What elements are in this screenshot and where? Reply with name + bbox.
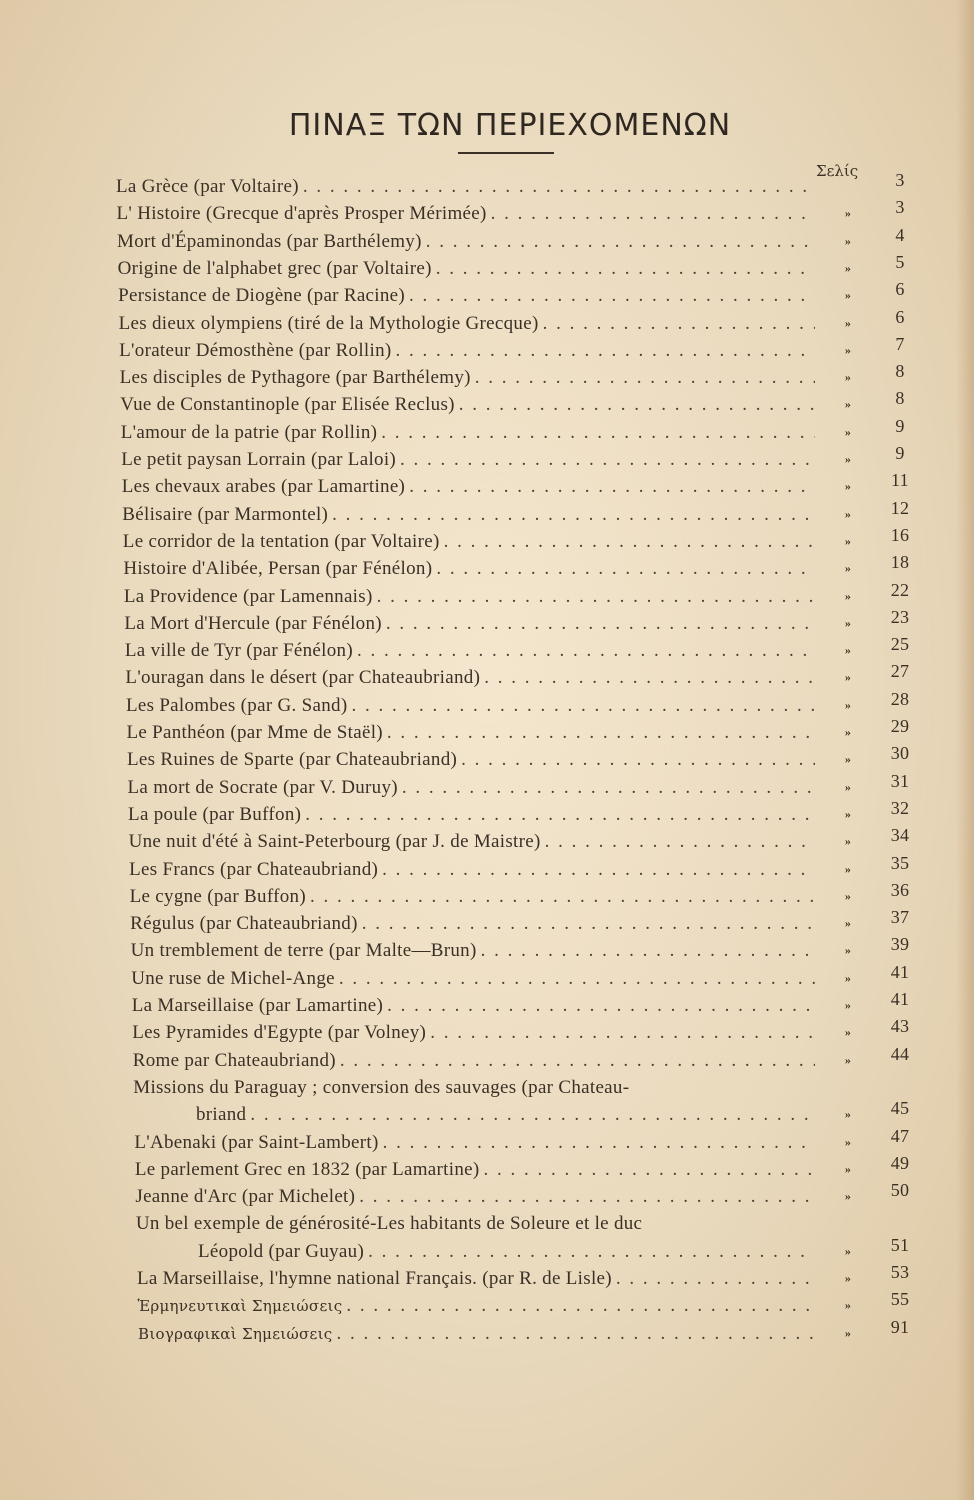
toc-entry-title: Les chevaux arabes (par Lamartine) bbox=[121, 476, 406, 498]
toc-page-number: 41 bbox=[890, 961, 910, 982]
ditto-mark: » bbox=[844, 1298, 852, 1313]
dot-leader bbox=[340, 1047, 815, 1074]
toc-page-number: 8 bbox=[895, 388, 905, 409]
toc-entry bbox=[116, 173, 815, 200]
dot-leader bbox=[387, 719, 815, 746]
ditto-mark: » bbox=[844, 588, 852, 603]
toc-row bbox=[0, 1098, 974, 1128]
toc-entry bbox=[130, 910, 815, 937]
toc-row bbox=[0, 743, 974, 773]
toc-page-number: 91 bbox=[890, 1316, 910, 1337]
toc-entry bbox=[131, 965, 815, 992]
toc-row bbox=[0, 333, 974, 364]
toc-page-number: 5 bbox=[895, 251, 905, 272]
toc-entry bbox=[118, 255, 815, 282]
toc-entry-title: Une nuit d'été à Saint-Peterbourg (par J. de Maistre) bbox=[128, 831, 541, 853]
dot-leader bbox=[484, 664, 815, 691]
toc-entry bbox=[127, 746, 815, 773]
toc-page-number: 55 bbox=[890, 1289, 910, 1310]
toc-row bbox=[0, 1210, 974, 1237]
toc-row bbox=[0, 1125, 974, 1156]
ditto-mark: » bbox=[844, 479, 852, 494]
toc-entry-title: Persistance de Diogène (par Racine) bbox=[118, 285, 406, 307]
toc-entry-title: Les Francs (par Chateaubriand) bbox=[129, 858, 379, 880]
toc-entry-title: La Mort d'Hercule (par Fénélon) bbox=[124, 612, 382, 634]
toc-row bbox=[0, 251, 974, 282]
toc-entry-title: Βιογραφικαὶ Σημειώσεις bbox=[138, 1324, 333, 1343]
toc-entry bbox=[124, 610, 815, 637]
ditto-mark: » bbox=[844, 697, 852, 712]
toc-row bbox=[0, 1180, 974, 1210]
toc-row bbox=[0, 1289, 974, 1319]
toc-row bbox=[0, 388, 974, 418]
ditto-mark: » bbox=[844, 943, 852, 958]
toc-entry-title: Un tremblement de terre (par Malte—Brun) bbox=[130, 940, 477, 962]
ditto-mark: » bbox=[844, 806, 852, 821]
ditto-mark: » bbox=[844, 1161, 852, 1176]
toc-row bbox=[0, 852, 974, 883]
dot-leader bbox=[381, 419, 815, 446]
toc-row bbox=[0, 224, 974, 255]
toc-entry-title: Histoire d'Alibée, Persan (par Fénélon) bbox=[123, 558, 433, 580]
toc-entry-title: Mort d'Épaminondas (par Barthélemy) bbox=[117, 230, 422, 252]
toc-page-number: 34 bbox=[890, 825, 910, 846]
toc-entry-title: Le cygne (par Buffon) bbox=[129, 885, 306, 907]
pages-column-label: Σελίς bbox=[816, 162, 859, 180]
toc-entry bbox=[118, 282, 815, 309]
toc-entry bbox=[137, 1292, 815, 1320]
ditto-mark: » bbox=[844, 970, 852, 985]
toc-entry-title: La Marseillaise, l'hymne national Français. (par R. de Lisle) bbox=[136, 1268, 612, 1289]
dot-leader bbox=[310, 883, 815, 910]
toc-entry-title: La Marseillaise (par Lamartine) bbox=[131, 995, 384, 1016]
toc-page-number: 11 bbox=[891, 470, 909, 491]
toc-entry bbox=[128, 801, 815, 828]
toc-page-number: 39 bbox=[890, 934, 910, 955]
dot-leader bbox=[409, 473, 815, 500]
toc-row bbox=[0, 770, 974, 801]
toc-entry bbox=[123, 528, 815, 555]
toc-entry bbox=[198, 1238, 815, 1265]
dot-leader bbox=[305, 801, 815, 828]
dot-leader bbox=[426, 228, 815, 255]
toc-entry-title: Une ruse de Michel-Ange bbox=[131, 967, 335, 989]
toc-entry bbox=[126, 719, 815, 746]
toc-entry-title: Vue de Constantinople (par Elisée Reclus) bbox=[120, 394, 455, 416]
toc-row bbox=[0, 1152, 974, 1183]
toc-entry-title: L' Histoire (Grecque d'après Prosper Mérimée) bbox=[116, 203, 487, 225]
toc-row bbox=[0, 1316, 974, 1347]
ditto-mark: » bbox=[844, 533, 852, 548]
toc-page-number: 53 bbox=[890, 1262, 910, 1282]
toc-page-number: 23 bbox=[890, 606, 910, 627]
toc-entry-title: L'Abenaki (par Saint-Lambert) bbox=[134, 1131, 379, 1153]
toc-entry-title: Les Palombes (par G. Sand) bbox=[125, 694, 348, 716]
toc-row bbox=[0, 797, 974, 828]
dot-leader bbox=[491, 200, 815, 227]
dot-leader bbox=[444, 528, 815, 555]
toc-row bbox=[0, 634, 974, 664]
ditto-mark: » bbox=[844, 288, 852, 303]
ditto-mark: » bbox=[844, 1325, 852, 1340]
ditto-mark: » bbox=[844, 1052, 852, 1067]
toc-entry-title: La Grèce (par Voltaire) bbox=[116, 176, 299, 197]
dot-leader bbox=[368, 1238, 815, 1265]
toc-entry bbox=[126, 692, 815, 719]
toc-entry-title: Missions du Paraguay ; conversion des sauvages (par Chateau- bbox=[133, 1076, 630, 1098]
toc-entry-title: Régulus (par Chateaubriand) bbox=[130, 913, 358, 935]
toc-entry bbox=[121, 446, 815, 473]
toc-entry-title: La mort de Socrate (par V. Duruy) bbox=[127, 776, 398, 798]
dot-leader bbox=[250, 1101, 815, 1128]
dot-leader bbox=[430, 1019, 815, 1046]
toc-entry bbox=[135, 1183, 815, 1210]
toc-page-number: 43 bbox=[890, 1016, 910, 1037]
toc-row bbox=[0, 197, 974, 227]
toc-entry-title: Jeanne d'Arc (par Michelet) bbox=[135, 1186, 356, 1208]
toc-entry-title: Rome par Chateaubriand) bbox=[132, 1049, 336, 1071]
toc-entry bbox=[138, 1320, 815, 1348]
toc-entry bbox=[135, 1156, 815, 1183]
ditto-mark: » bbox=[844, 1025, 852, 1040]
toc-entry bbox=[129, 856, 815, 883]
toc-page-number: 22 bbox=[890, 579, 910, 600]
toc-entry-title: Les Ruines de Sparte (par Chateaubriand) bbox=[127, 749, 458, 771]
toc-page-number: 44 bbox=[890, 1043, 910, 1064]
toc-row bbox=[0, 552, 974, 582]
toc-entry-title: Ἑρμηνευτικαὶ Σημειώσεις bbox=[137, 1297, 343, 1316]
toc-page-number: 37 bbox=[890, 907, 910, 928]
toc-row bbox=[0, 989, 974, 1019]
page-title: ΠΙΝΑΞ ΤΩΝ ΠΕΡΙΕΧΟΜΕΝΩΝ bbox=[288, 108, 732, 143]
dot-leader bbox=[409, 282, 815, 309]
toc-page-number: 16 bbox=[890, 524, 910, 545]
ditto-mark: » bbox=[844, 1189, 852, 1204]
ditto-mark: » bbox=[844, 1271, 852, 1285]
toc-page-number: 30 bbox=[890, 743, 910, 764]
ditto-mark: » bbox=[844, 561, 852, 576]
ditto-mark: » bbox=[844, 206, 852, 221]
toc-entry-title: Les Pyramides d'Egypte (par Volney) bbox=[132, 1022, 427, 1044]
dot-leader bbox=[475, 364, 815, 391]
toc-entry-title: Bélisaire (par Marmontel) bbox=[122, 503, 329, 525]
toc-entry-title: Léopold (par Guyau) bbox=[198, 1240, 365, 1262]
dot-leader bbox=[436, 555, 815, 582]
toc-entry-title: L'ouragan dans le désert (par Chateaubriand) bbox=[125, 667, 481, 689]
toc-entry bbox=[133, 1074, 835, 1101]
toc-entry bbox=[120, 391, 815, 418]
toc-page-number: 7 bbox=[895, 333, 905, 354]
ditto-mark: » bbox=[844, 397, 852, 412]
ditto-mark: » bbox=[844, 670, 852, 685]
toc-page-number: 9 bbox=[895, 415, 905, 436]
toc-row bbox=[0, 443, 974, 473]
toc-row bbox=[0, 825, 974, 855]
dot-leader bbox=[483, 1156, 815, 1183]
toc-page-number: 41 bbox=[890, 989, 910, 1009]
toc-entry-title: L'amour de la patrie (par Rollin) bbox=[120, 421, 378, 443]
toc-page-number: 47 bbox=[890, 1125, 910, 1146]
toc-entry-title: Les dieux olympiens (tiré de la Mythologie Grecque) bbox=[118, 312, 539, 334]
dot-leader bbox=[382, 856, 815, 883]
toc-entry bbox=[133, 1047, 815, 1074]
toc-row bbox=[0, 1043, 974, 1074]
toc-entry-title: La ville de Tyr (par Fénélon) bbox=[124, 640, 353, 662]
toc-row bbox=[0, 279, 974, 309]
toc-page-number: 4 bbox=[895, 224, 905, 245]
dot-leader bbox=[387, 992, 815, 1019]
ditto-mark: » bbox=[844, 725, 852, 739]
ditto-mark: » bbox=[844, 916, 852, 931]
toc-entry bbox=[123, 555, 815, 582]
toc-entry bbox=[128, 774, 815, 801]
dot-leader bbox=[346, 1292, 815, 1319]
dot-leader bbox=[386, 610, 815, 637]
title-underline bbox=[458, 152, 554, 154]
toc-page-number: 49 bbox=[890, 1152, 910, 1173]
ditto-mark: » bbox=[844, 1107, 852, 1122]
toc-page-number: 12 bbox=[890, 497, 910, 518]
toc-entry-title: L'orateur Démosthène (par Rollin) bbox=[119, 339, 392, 361]
toc-entry bbox=[117, 228, 815, 255]
dot-leader bbox=[303, 173, 815, 200]
dot-leader bbox=[400, 446, 815, 473]
toc-page-number: 45 bbox=[890, 1098, 910, 1119]
ditto-mark: » bbox=[844, 342, 852, 357]
toc-entry bbox=[125, 664, 815, 691]
toc-entry bbox=[136, 1210, 835, 1237]
toc-entry bbox=[124, 583, 815, 610]
dot-leader bbox=[543, 310, 815, 337]
toc-entry bbox=[132, 1019, 815, 1046]
dot-leader bbox=[396, 337, 815, 364]
toc-row bbox=[0, 907, 974, 937]
toc-entry-title: Le petit paysan Lorrain (par Laloi) bbox=[121, 449, 397, 470]
dot-leader bbox=[337, 1320, 815, 1347]
ditto-mark: » bbox=[844, 1134, 852, 1149]
toc-entry bbox=[131, 937, 815, 964]
toc-entry bbox=[119, 337, 815, 364]
dot-leader bbox=[339, 965, 815, 992]
dot-leader bbox=[357, 637, 815, 664]
toc-entry bbox=[129, 828, 815, 855]
toc-entry-title: Le Panthéon (par Mme de Staël) bbox=[126, 722, 383, 743]
ditto-mark: » bbox=[844, 643, 852, 658]
ditto-mark: » bbox=[844, 452, 852, 466]
toc-row bbox=[0, 688, 974, 719]
dot-leader bbox=[461, 746, 815, 773]
ditto-mark: » bbox=[844, 834, 852, 849]
dot-leader bbox=[383, 1129, 815, 1156]
dot-leader bbox=[351, 692, 815, 719]
toc-entry bbox=[125, 637, 815, 664]
toc-entry bbox=[196, 1101, 815, 1128]
toc-page-number: 3 bbox=[895, 170, 905, 190]
toc-page-number: 31 bbox=[890, 770, 910, 791]
toc-page-number: 18 bbox=[890, 552, 910, 573]
toc-entry bbox=[122, 473, 815, 500]
dot-leader bbox=[459, 391, 815, 418]
toc-page-number: 36 bbox=[890, 879, 910, 900]
ditto-mark: » bbox=[844, 998, 852, 1012]
toc-row bbox=[0, 1262, 974, 1292]
toc-entry bbox=[122, 501, 815, 528]
ditto-mark: » bbox=[844, 260, 852, 275]
toc-row bbox=[0, 1234, 974, 1265]
toc-row bbox=[0, 470, 974, 500]
dot-leader bbox=[377, 583, 815, 610]
toc-entry-title: Origine de l'alphabet grec (par Voltaire) bbox=[117, 257, 432, 279]
toc-entry-title: Le corridor de la tentation (par Voltaire) bbox=[122, 530, 440, 552]
toc-page-number: 28 bbox=[890, 688, 910, 709]
toc-page-number: 35 bbox=[890, 852, 910, 873]
toc-entry-title: briand bbox=[196, 1104, 247, 1126]
dot-leader bbox=[616, 1265, 815, 1292]
toc-page-number: 8 bbox=[895, 361, 905, 382]
toc-entry bbox=[137, 1265, 815, 1292]
ditto-mark: » bbox=[844, 424, 852, 439]
toc-page-number: 50 bbox=[890, 1180, 910, 1201]
ditto-mark: » bbox=[844, 888, 852, 903]
ditto-mark: » bbox=[844, 615, 852, 630]
toc-page-number: 9 bbox=[895, 443, 905, 463]
toc-row bbox=[0, 1074, 974, 1101]
dot-leader bbox=[332, 501, 815, 528]
toc-entry-title: La poule (par Buffon) bbox=[128, 803, 302, 825]
dot-leader bbox=[362, 910, 815, 937]
toc-row bbox=[0, 606, 974, 637]
ditto-mark: » bbox=[844, 1243, 852, 1258]
dot-leader bbox=[359, 1183, 815, 1210]
ditto-mark: » bbox=[844, 506, 852, 521]
toc-row bbox=[0, 1016, 974, 1046]
ditto-mark: » bbox=[844, 315, 852, 330]
toc-page-number: 25 bbox=[890, 634, 910, 655]
toc-entry-title: La Providence (par Lamennais) bbox=[123, 585, 373, 607]
dot-leader bbox=[545, 828, 815, 855]
ditto-mark: » bbox=[844, 861, 852, 876]
toc-row bbox=[0, 934, 974, 964]
toc-row bbox=[0, 361, 974, 391]
toc-entry bbox=[120, 364, 815, 391]
toc-row bbox=[0, 306, 974, 337]
toc-row bbox=[0, 579, 974, 610]
toc-entry bbox=[119, 310, 815, 337]
toc-page-number: 6 bbox=[895, 279, 905, 300]
toc-entry bbox=[132, 992, 815, 1019]
toc-page-number: 29 bbox=[890, 716, 910, 736]
toc-page-number: 27 bbox=[890, 661, 910, 682]
toc-page-number: 6 bbox=[895, 306, 905, 327]
toc-entry-title: Les disciples de Pythagore (par Barthélemy) bbox=[119, 367, 471, 389]
toc-row bbox=[0, 879, 974, 910]
toc-page-number: 32 bbox=[890, 797, 910, 818]
toc-row bbox=[0, 661, 974, 691]
toc-row bbox=[0, 961, 974, 992]
toc-row bbox=[0, 716, 974, 746]
dot-leader bbox=[436, 255, 815, 282]
dot-leader bbox=[481, 937, 815, 964]
toc-page-number: 51 bbox=[890, 1234, 910, 1255]
toc-entry bbox=[117, 200, 815, 227]
toc-entry-title: Un bel exemple de générosité-Les habitants de Soleure et le duc bbox=[135, 1213, 643, 1235]
toc-entry-title: Le parlement Grec en 1832 (par Lamartine) bbox=[134, 1158, 480, 1180]
toc-row bbox=[0, 497, 974, 528]
toc-page-number: 3 bbox=[895, 197, 905, 218]
ditto-mark: » bbox=[844, 370, 852, 385]
toc-entry bbox=[134, 1129, 815, 1156]
dot-leader bbox=[402, 774, 815, 801]
toc-row bbox=[0, 524, 974, 555]
ditto-mark: » bbox=[844, 779, 852, 794]
toc-row bbox=[0, 415, 974, 446]
ditto-mark: » bbox=[844, 233, 852, 248]
toc-entry bbox=[121, 419, 815, 446]
toc-entry bbox=[130, 883, 815, 910]
ditto-mark: » bbox=[844, 752, 852, 767]
